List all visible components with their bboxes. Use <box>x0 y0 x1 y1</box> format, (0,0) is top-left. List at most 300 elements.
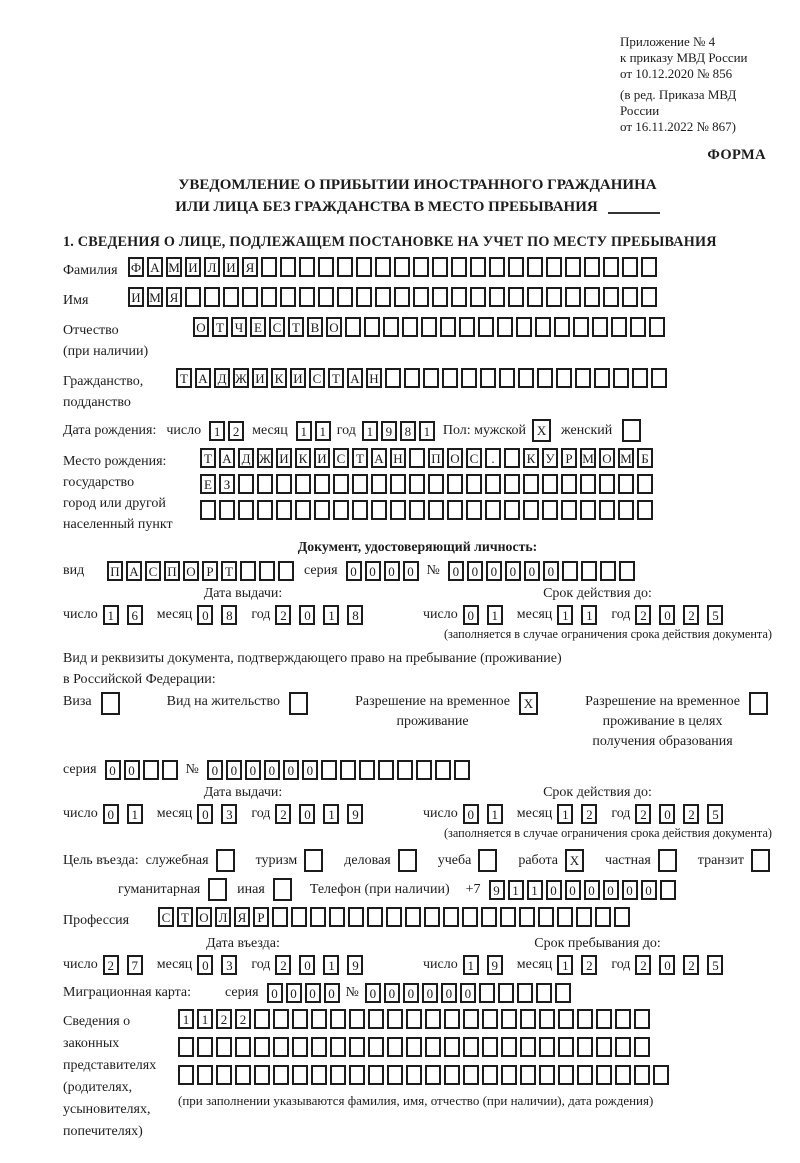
char-box[interactable]: 3 <box>221 804 237 824</box>
char-box[interactable]: 1 <box>323 605 339 625</box>
char-box[interactable]: О <box>193 317 209 337</box>
char-box[interactable] <box>273 1037 289 1057</box>
char-box[interactable]: О <box>183 561 199 581</box>
char-box[interactable]: 2 <box>635 804 651 824</box>
char-box[interactable] <box>330 1065 346 1085</box>
char-box[interactable]: С <box>145 561 161 581</box>
char-box[interactable] <box>364 317 380 337</box>
char-box[interactable]: М <box>580 448 596 468</box>
char-box[interactable]: И <box>314 448 330 468</box>
char-box[interactable]: Ж <box>233 368 249 388</box>
char-box[interactable]: 9 <box>489 880 505 900</box>
char-box[interactable] <box>546 257 562 277</box>
char-box[interactable]: 0 <box>603 880 619 900</box>
char-box[interactable] <box>299 257 315 277</box>
char-box[interactable]: Т <box>288 317 304 337</box>
char-box[interactable]: 0 <box>460 983 476 1003</box>
char-box[interactable] <box>482 1037 498 1057</box>
char-box[interactable]: 0 <box>302 760 318 780</box>
char-box[interactable]: С <box>466 448 482 468</box>
char-box[interactable]: Ж <box>257 448 273 468</box>
char-box[interactable] <box>508 257 524 277</box>
char-box[interactable] <box>204 287 220 307</box>
char-box[interactable] <box>463 1009 479 1029</box>
char-box[interactable] <box>295 500 311 520</box>
char-box[interactable]: 1 <box>557 955 573 975</box>
char-box[interactable] <box>318 287 334 307</box>
char-box[interactable] <box>499 368 515 388</box>
char-box[interactable]: 1 <box>557 605 573 625</box>
char-box[interactable] <box>216 1037 232 1057</box>
char-box[interactable] <box>618 500 634 520</box>
char-box[interactable] <box>208 878 227 901</box>
char-box[interactable]: А <box>219 448 235 468</box>
char-box[interactable] <box>216 1065 232 1085</box>
char-box[interactable]: 2 <box>683 955 699 975</box>
char-box[interactable] <box>289 692 308 715</box>
char-box[interactable] <box>402 317 418 337</box>
char-box[interactable] <box>614 907 630 927</box>
char-box[interactable]: Т <box>221 561 237 581</box>
char-box[interactable]: Л <box>204 257 220 277</box>
char-box[interactable] <box>596 1009 612 1029</box>
char-box[interactable]: 0 <box>197 955 213 975</box>
char-box[interactable] <box>580 474 596 494</box>
char-box[interactable]: Ч <box>231 317 247 337</box>
char-box[interactable]: М <box>166 257 182 277</box>
char-box[interactable] <box>520 1009 536 1029</box>
char-box[interactable]: 1 <box>323 955 339 975</box>
char-box[interactable] <box>333 500 349 520</box>
char-box[interactable]: З <box>219 474 235 494</box>
char-box[interactable] <box>261 257 277 277</box>
char-box[interactable]: 0 <box>641 880 657 900</box>
char-box[interactable]: Т <box>352 448 368 468</box>
char-box[interactable] <box>561 474 577 494</box>
char-box[interactable] <box>367 907 383 927</box>
char-box[interactable] <box>632 368 648 388</box>
char-box[interactable] <box>658 849 677 872</box>
char-box[interactable]: О <box>326 317 342 337</box>
char-box[interactable]: П <box>164 561 180 581</box>
char-box[interactable]: О <box>447 448 463 468</box>
char-box[interactable] <box>565 287 581 307</box>
char-box[interactable]: 5 <box>707 605 723 625</box>
char-box[interactable] <box>311 1065 327 1085</box>
char-box[interactable] <box>280 257 296 277</box>
char-box[interactable]: К <box>523 448 539 468</box>
char-box[interactable]: 1 <box>508 880 524 900</box>
char-box[interactable] <box>440 317 456 337</box>
char-box[interactable] <box>485 474 501 494</box>
char-box[interactable] <box>383 317 399 337</box>
char-box[interactable] <box>406 1065 422 1085</box>
char-box[interactable] <box>504 448 520 468</box>
char-box[interactable] <box>185 287 201 307</box>
char-box[interactable]: 1 <box>178 1009 194 1029</box>
char-box[interactable] <box>557 907 573 927</box>
char-box[interactable] <box>489 287 505 307</box>
char-box[interactable] <box>340 760 356 780</box>
char-box[interactable] <box>523 500 539 520</box>
char-box[interactable]: 0 <box>622 880 638 900</box>
char-box[interactable] <box>596 1065 612 1085</box>
char-box[interactable] <box>223 287 239 307</box>
char-box[interactable]: И <box>223 257 239 277</box>
char-box[interactable] <box>216 849 235 872</box>
char-box[interactable] <box>599 500 615 520</box>
char-box[interactable]: А <box>347 368 363 388</box>
char-box[interactable] <box>425 1009 441 1029</box>
char-box[interactable]: 1 <box>315 421 331 441</box>
char-box[interactable]: 0 <box>467 561 483 581</box>
char-box[interactable] <box>356 257 372 277</box>
char-box[interactable] <box>501 1037 517 1057</box>
char-box[interactable] <box>622 287 638 307</box>
char-box[interactable] <box>542 474 558 494</box>
char-box[interactable] <box>599 474 615 494</box>
char-box[interactable]: Ф <box>128 257 144 277</box>
char-box[interactable] <box>359 760 375 780</box>
char-box[interactable]: 9 <box>347 955 363 975</box>
char-box[interactable]: 0 <box>448 561 464 581</box>
char-box[interactable] <box>314 500 330 520</box>
char-box[interactable] <box>278 561 294 581</box>
char-box[interactable]: 2 <box>228 421 244 441</box>
char-box[interactable]: 0 <box>105 760 121 780</box>
char-box[interactable] <box>413 257 429 277</box>
char-box[interactable]: 1 <box>103 605 119 625</box>
char-box[interactable] <box>292 1065 308 1085</box>
char-box[interactable]: 0 <box>283 760 299 780</box>
char-box[interactable]: Д <box>238 448 254 468</box>
char-box[interactable] <box>368 1009 384 1029</box>
char-box[interactable] <box>481 907 497 927</box>
char-box[interactable]: 1 <box>296 421 312 441</box>
char-box[interactable] <box>581 561 597 581</box>
char-box[interactable] <box>466 500 482 520</box>
char-box[interactable] <box>299 287 315 307</box>
char-box[interactable] <box>398 849 417 872</box>
char-box[interactable] <box>235 1037 251 1057</box>
char-box[interactable] <box>280 287 296 307</box>
char-box[interactable] <box>480 368 496 388</box>
char-box[interactable]: П <box>107 561 123 581</box>
char-box[interactable] <box>615 1037 631 1057</box>
char-box[interactable]: Л <box>215 907 231 927</box>
char-box[interactable] <box>518 368 534 388</box>
char-box[interactable]: С <box>269 317 285 337</box>
char-box[interactable] <box>470 257 486 277</box>
char-box[interactable]: 2 <box>216 1009 232 1029</box>
char-box[interactable] <box>259 561 275 581</box>
char-box[interactable] <box>143 760 159 780</box>
char-box[interactable]: 2 <box>275 955 291 975</box>
char-box[interactable] <box>257 474 273 494</box>
char-box[interactable] <box>649 317 665 337</box>
char-box[interactable] <box>634 1065 650 1085</box>
char-box[interactable] <box>634 1037 650 1057</box>
char-box[interactable] <box>482 1009 498 1029</box>
char-box[interactable] <box>535 317 551 337</box>
char-box[interactable]: 1 <box>209 421 225 441</box>
char-box[interactable] <box>516 317 532 337</box>
char-box[interactable] <box>576 907 592 927</box>
char-box[interactable] <box>584 257 600 277</box>
char-box[interactable] <box>329 907 345 927</box>
char-box[interactable]: М <box>147 287 163 307</box>
char-box[interactable] <box>594 368 610 388</box>
char-box[interactable] <box>462 907 478 927</box>
char-box[interactable] <box>273 878 292 901</box>
char-box[interactable] <box>527 257 543 277</box>
char-box[interactable]: 0 <box>463 804 479 824</box>
char-box[interactable]: 1 <box>463 955 479 975</box>
char-box[interactable] <box>242 287 258 307</box>
char-box[interactable] <box>254 1037 270 1057</box>
char-box[interactable]: 0 <box>546 880 562 900</box>
char-box[interactable]: 0 <box>441 983 457 1003</box>
char-box[interactable]: 2 <box>275 605 291 625</box>
char-box[interactable]: 0 <box>365 983 381 1003</box>
char-box[interactable] <box>295 474 311 494</box>
char-box[interactable]: X <box>519 692 538 715</box>
char-box[interactable] <box>371 474 387 494</box>
char-box[interactable] <box>197 1037 213 1057</box>
char-box[interactable]: 9 <box>487 955 503 975</box>
char-box[interactable] <box>523 474 539 494</box>
char-box[interactable] <box>556 368 572 388</box>
char-box[interactable] <box>577 1037 593 1057</box>
char-box[interactable] <box>197 1065 213 1085</box>
char-box[interactable]: 0 <box>384 983 400 1003</box>
char-box[interactable]: Т <box>328 368 344 388</box>
char-box[interactable]: 7 <box>127 955 143 975</box>
char-box[interactable] <box>387 1065 403 1085</box>
char-box[interactable] <box>405 907 421 927</box>
char-box[interactable] <box>751 849 770 872</box>
char-box[interactable]: 3 <box>221 955 237 975</box>
char-box[interactable] <box>508 287 524 307</box>
char-box[interactable] <box>478 317 494 337</box>
char-box[interactable] <box>390 474 406 494</box>
char-box[interactable] <box>435 760 451 780</box>
char-box[interactable] <box>352 500 368 520</box>
char-box[interactable]: Я <box>166 287 182 307</box>
char-box[interactable] <box>447 474 463 494</box>
char-box[interactable]: 0 <box>197 804 213 824</box>
char-box[interactable]: 1 <box>362 421 378 441</box>
char-box[interactable] <box>413 287 429 307</box>
char-box[interactable] <box>603 257 619 277</box>
char-box[interactable] <box>500 907 516 927</box>
char-box[interactable]: 8 <box>221 605 237 625</box>
char-box[interactable] <box>368 1037 384 1057</box>
char-box[interactable] <box>394 257 410 277</box>
char-box[interactable]: Т <box>177 907 193 927</box>
char-box[interactable]: 0 <box>346 561 362 581</box>
char-box[interactable] <box>240 561 256 581</box>
char-box[interactable] <box>428 500 444 520</box>
char-box[interactable]: Т <box>200 448 216 468</box>
char-box[interactable]: 2 <box>275 804 291 824</box>
char-box[interactable] <box>466 474 482 494</box>
char-box[interactable]: К <box>295 448 311 468</box>
char-box[interactable] <box>387 1037 403 1057</box>
char-box[interactable]: 0 <box>659 955 675 975</box>
char-box[interactable] <box>314 474 330 494</box>
char-box[interactable]: С <box>309 368 325 388</box>
char-box[interactable] <box>261 287 277 307</box>
char-box[interactable] <box>337 287 353 307</box>
char-box[interactable] <box>479 983 495 1003</box>
char-box[interactable]: 1 <box>197 1009 213 1029</box>
char-box[interactable]: 0 <box>505 561 521 581</box>
char-box[interactable] <box>219 500 235 520</box>
char-box[interactable] <box>660 880 676 900</box>
char-box[interactable] <box>378 760 394 780</box>
char-box[interactable]: А <box>371 448 387 468</box>
char-box[interactable] <box>539 1009 555 1029</box>
char-box[interactable] <box>536 983 552 1003</box>
char-box[interactable] <box>596 1037 612 1057</box>
char-box[interactable] <box>406 1037 422 1057</box>
char-box[interactable] <box>463 1037 479 1057</box>
char-box[interactable]: Н <box>366 368 382 388</box>
char-box[interactable] <box>504 500 520 520</box>
char-box[interactable] <box>444 1009 460 1029</box>
char-box[interactable] <box>615 1009 631 1029</box>
char-box[interactable] <box>575 368 591 388</box>
char-box[interactable] <box>577 1065 593 1085</box>
char-box[interactable] <box>630 317 646 337</box>
char-box[interactable]: К <box>271 368 287 388</box>
char-box[interactable]: А <box>147 257 163 277</box>
char-box[interactable] <box>235 1065 251 1085</box>
char-box[interactable]: 1 <box>581 605 597 625</box>
char-box[interactable]: 9 <box>347 804 363 824</box>
char-box[interactable] <box>310 907 326 927</box>
char-box[interactable]: П <box>428 448 444 468</box>
char-box[interactable] <box>558 1065 574 1085</box>
char-box[interactable] <box>349 1065 365 1085</box>
char-box[interactable] <box>501 1065 517 1085</box>
char-box[interactable]: 2 <box>235 1009 251 1029</box>
char-box[interactable] <box>600 561 616 581</box>
char-box[interactable] <box>387 1009 403 1029</box>
char-box[interactable]: 0 <box>384 561 400 581</box>
char-box[interactable]: 0 <box>299 804 315 824</box>
char-box[interactable] <box>333 474 349 494</box>
char-box[interactable] <box>520 1037 536 1057</box>
char-box[interactable]: 2 <box>683 804 699 824</box>
char-box[interactable] <box>622 419 641 442</box>
char-box[interactable]: 0 <box>659 804 675 824</box>
char-box[interactable]: Р <box>253 907 269 927</box>
char-box[interactable] <box>352 474 368 494</box>
char-box[interactable]: 2 <box>635 605 651 625</box>
char-box[interactable] <box>409 500 425 520</box>
char-box[interactable] <box>162 760 178 780</box>
char-box[interactable] <box>318 257 334 277</box>
char-box[interactable]: 0 <box>659 605 675 625</box>
char-box[interactable]: 0 <box>463 605 479 625</box>
char-box[interactable] <box>349 1037 365 1057</box>
char-box[interactable] <box>478 849 497 872</box>
char-box[interactable]: 0 <box>403 983 419 1003</box>
char-box[interactable] <box>101 692 120 715</box>
char-box[interactable] <box>330 1009 346 1029</box>
char-box[interactable]: Д <box>214 368 230 388</box>
char-box[interactable]: 0 <box>299 605 315 625</box>
char-box[interactable]: Т <box>176 368 192 388</box>
char-box[interactable]: 0 <box>403 561 419 581</box>
char-box[interactable]: Я <box>242 257 258 277</box>
char-box[interactable] <box>409 448 425 468</box>
char-box[interactable] <box>619 561 635 581</box>
char-box[interactable] <box>641 287 657 307</box>
char-box[interactable] <box>555 983 571 1003</box>
char-box[interactable]: 8 <box>400 421 416 441</box>
char-box[interactable] <box>447 500 463 520</box>
char-box[interactable]: М <box>618 448 634 468</box>
char-box[interactable]: 6 <box>127 605 143 625</box>
char-box[interactable] <box>375 257 391 277</box>
char-box[interactable] <box>595 907 611 927</box>
char-box[interactable] <box>584 287 600 307</box>
char-box[interactable] <box>424 907 440 927</box>
char-box[interactable]: 2 <box>581 955 597 975</box>
char-box[interactable] <box>459 317 475 337</box>
char-box[interactable] <box>432 257 448 277</box>
char-box[interactable]: 0 <box>565 880 581 900</box>
char-box[interactable]: 0 <box>286 983 302 1003</box>
char-box[interactable] <box>651 368 667 388</box>
char-box[interactable] <box>538 907 554 927</box>
char-box[interactable] <box>603 287 619 307</box>
char-box[interactable] <box>653 1065 669 1085</box>
char-box[interactable] <box>425 1065 441 1085</box>
char-box[interactable]: О <box>599 448 615 468</box>
char-box[interactable]: 0 <box>486 561 502 581</box>
char-box[interactable] <box>546 287 562 307</box>
char-box[interactable] <box>254 1009 270 1029</box>
char-box[interactable] <box>337 257 353 277</box>
char-box[interactable] <box>443 907 459 927</box>
char-box[interactable]: 0 <box>264 760 280 780</box>
char-box[interactable] <box>272 907 288 927</box>
char-box[interactable] <box>622 257 638 277</box>
char-box[interactable] <box>394 287 410 307</box>
char-box[interactable] <box>497 317 513 337</box>
char-box[interactable]: 1 <box>487 804 503 824</box>
char-box[interactable]: Е <box>250 317 266 337</box>
char-box[interactable] <box>442 368 458 388</box>
char-box[interactable] <box>311 1009 327 1029</box>
char-box[interactable]: И <box>185 257 201 277</box>
char-box[interactable]: X <box>532 419 551 442</box>
char-box[interactable] <box>537 368 553 388</box>
char-box[interactable] <box>749 692 768 715</box>
char-box[interactable] <box>304 849 323 872</box>
char-box[interactable]: 2 <box>103 955 119 975</box>
char-box[interactable] <box>558 1009 574 1029</box>
char-box[interactable] <box>498 983 514 1003</box>
char-box[interactable] <box>371 500 387 520</box>
char-box[interactable]: 0 <box>524 561 540 581</box>
char-box[interactable]: 2 <box>683 605 699 625</box>
char-box[interactable] <box>489 257 505 277</box>
